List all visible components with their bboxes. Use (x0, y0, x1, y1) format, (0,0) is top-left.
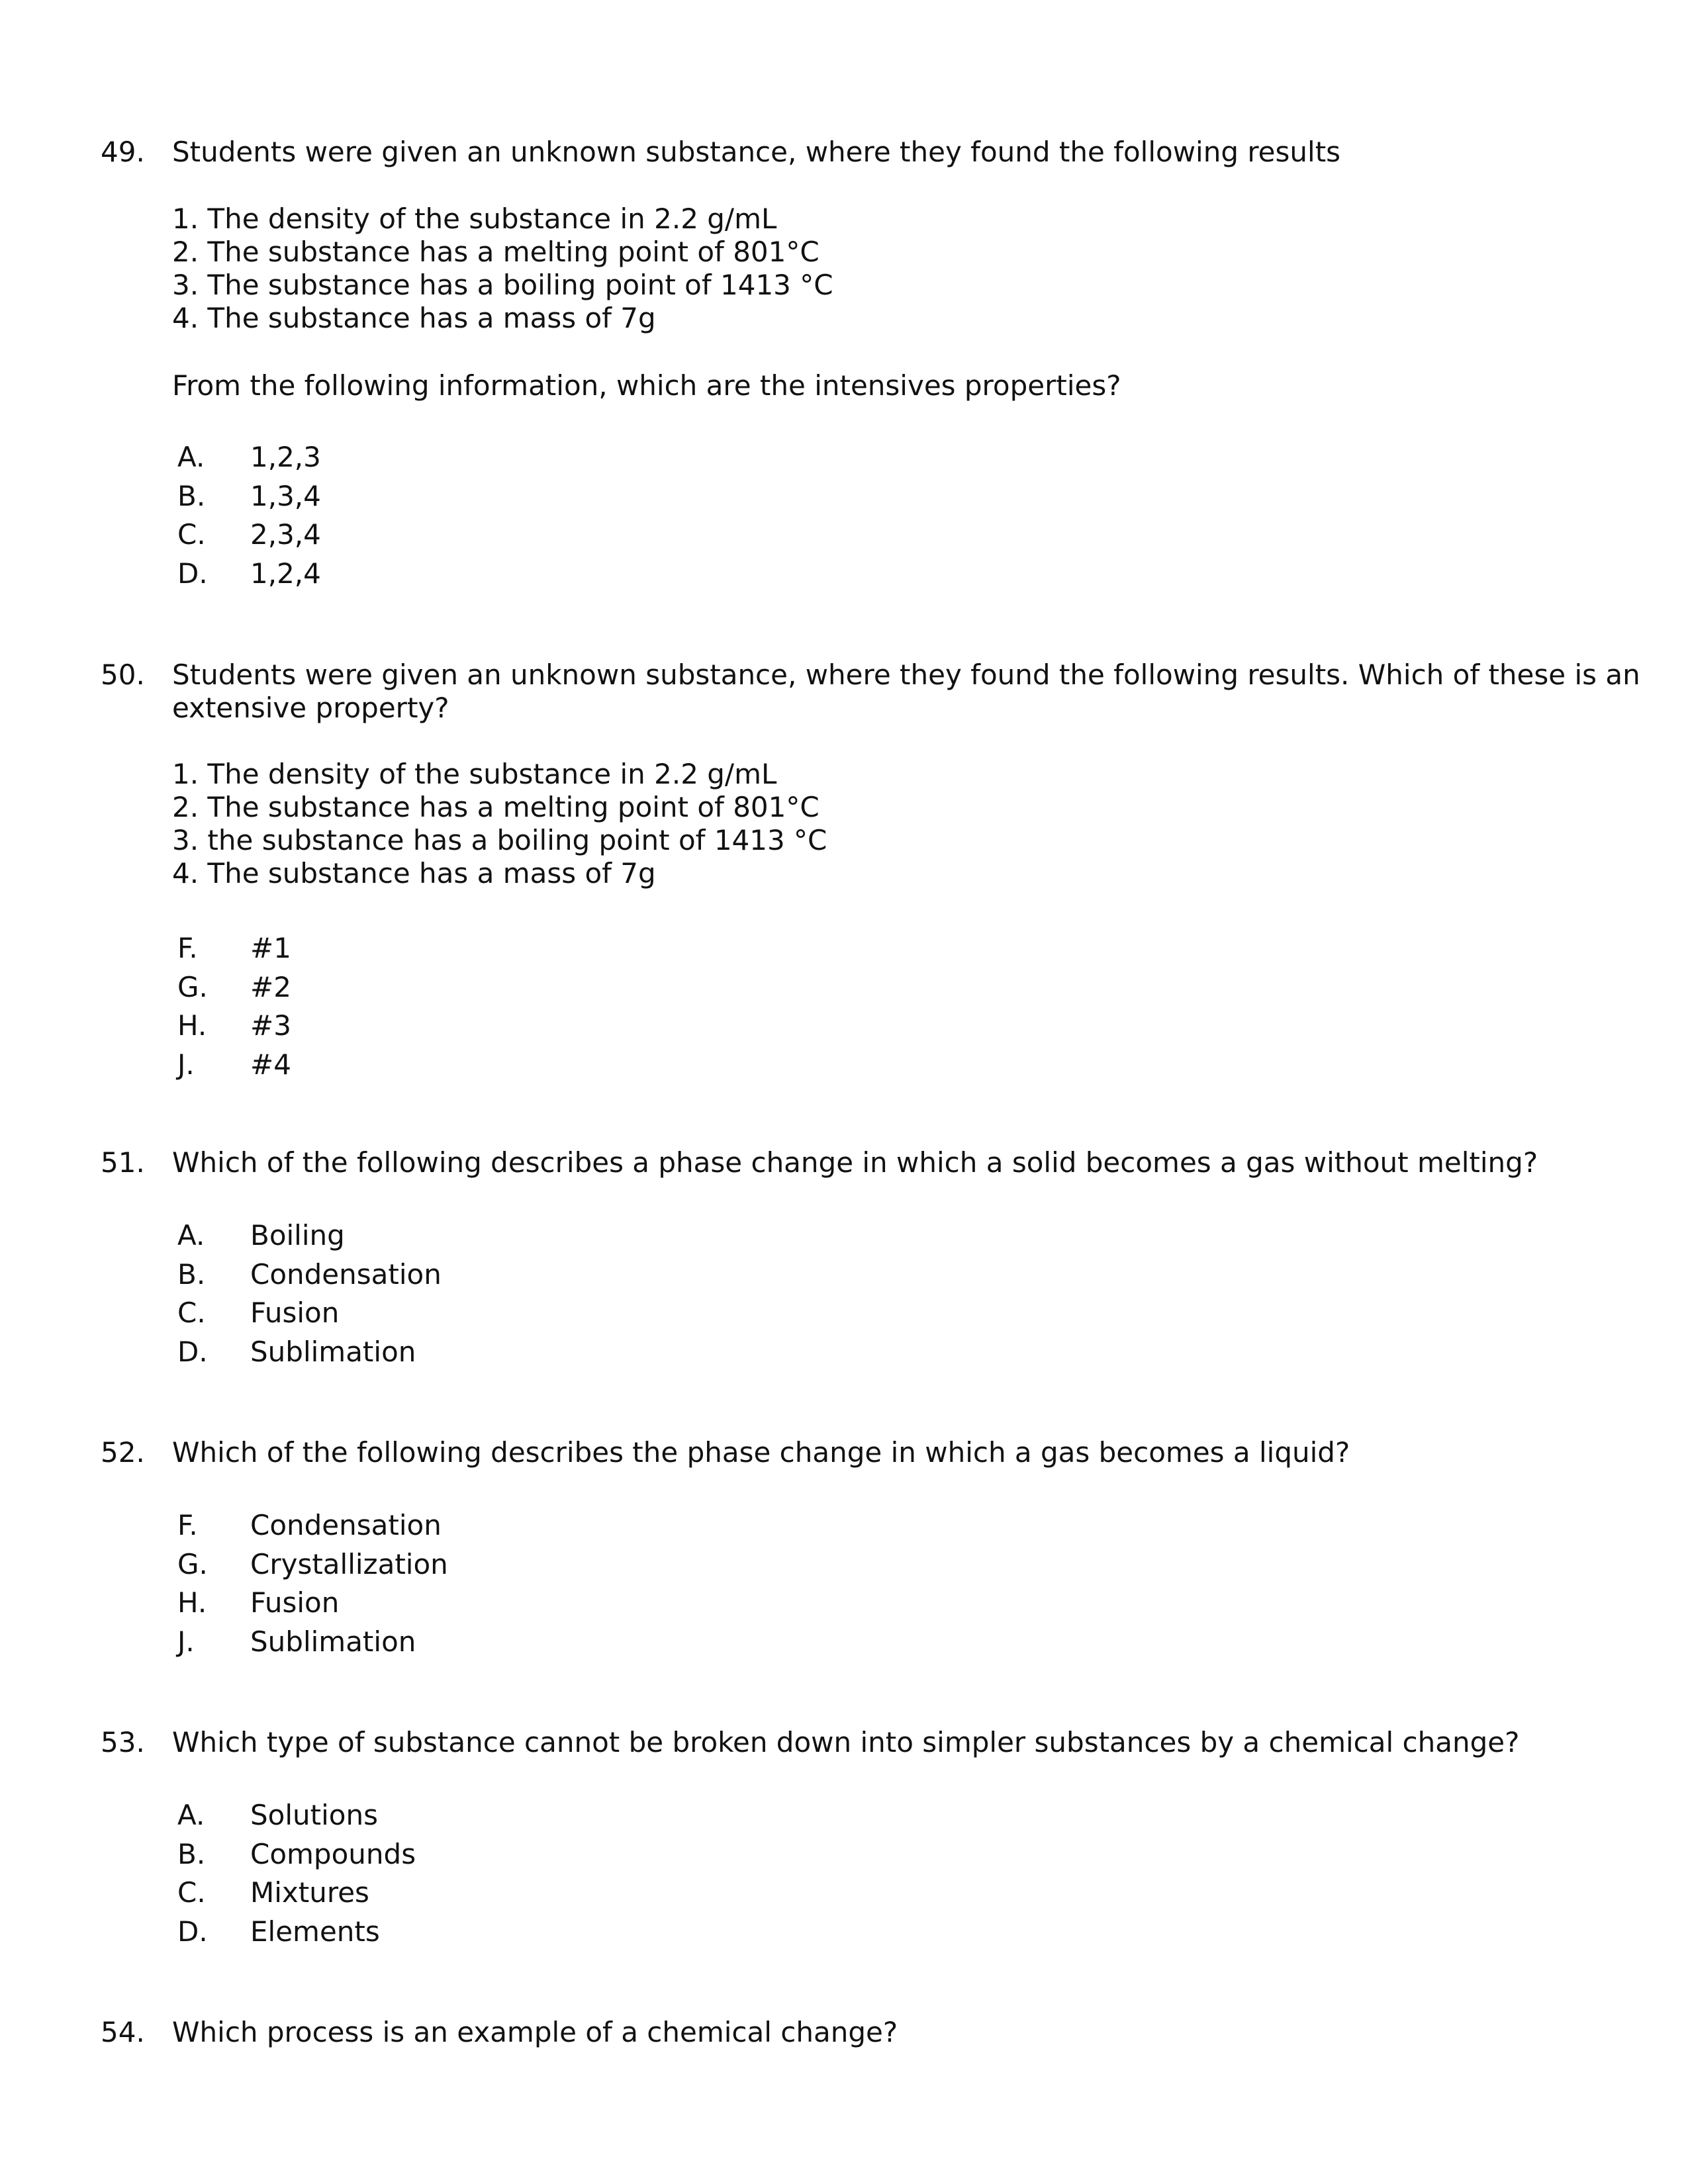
question-49-choices (177, 441, 1104, 596)
answer-choice[interactable] (177, 518, 1104, 557)
choice-letter: B. (177, 1837, 206, 1870)
fact-item: 3. The substance has a boiling point of 1413 °C (172, 269, 833, 301)
choice-text: Elements (250, 1915, 380, 1948)
question-number: 54. (101, 2016, 145, 2048)
fact-item: 2. The substance has a melting point of 801°C (172, 236, 820, 268)
question-number: 52. (101, 1436, 145, 1469)
choice-text: #1 (250, 932, 291, 964)
choice-letter: B. (177, 1257, 206, 1291)
choice-letter: C. (177, 1297, 206, 1330)
choice-letter: A. (177, 1219, 205, 1251)
question-text: Students were given an unknown substance, where they found the following results (172, 136, 1341, 168)
choice-text: Condensation (250, 1509, 442, 1541)
fact-item: 3. the substance has a boiling point of 1413 °C (172, 824, 827, 856)
choice-text: Boiling (250, 1219, 345, 1251)
question-number: 53. (101, 1726, 145, 1758)
fact-item: 4. The substance has a mass of 7g (172, 302, 656, 334)
choice-letter: H. (177, 1586, 207, 1619)
question-49-follow-up: From the following information, which are the intensives properties? (172, 369, 1121, 402)
answer-choice[interactable] (177, 971, 1104, 1010)
question-number: 51. (101, 1146, 145, 1179)
answer-choice[interactable] (177, 1876, 1104, 1915)
choice-text: 1,2,3 (250, 441, 321, 473)
choice-text: #3 (250, 1009, 291, 1042)
choice-text: Solutions (250, 1799, 378, 1831)
answer-choice[interactable] (177, 1509, 1104, 1548)
choice-text: Compounds (250, 1837, 416, 1870)
choice-text: Condensation (250, 1257, 442, 1291)
choice-letter: G. (177, 970, 208, 1003)
fact-item: 2. The substance has a melting point of 801°C (172, 791, 820, 823)
answer-choice[interactable] (177, 1586, 1104, 1625)
question-text: Which process is an example of a chemical change? (172, 2016, 898, 2048)
question-text: Students were given an unknown substance, where they found the following results. Which of these is an extensive property? (172, 659, 1640, 724)
choice-text: Crystallization (250, 1547, 448, 1580)
answer-choice[interactable] (177, 480, 1104, 519)
answer-choice[interactable] (177, 1625, 1104, 1664)
question-number: 50. (101, 659, 145, 691)
answer-choice[interactable] (177, 1219, 1104, 1258)
choice-text: Sublimation (250, 1336, 416, 1369)
choice-letter: B. (177, 479, 206, 512)
choice-letter: C. (177, 518, 206, 551)
answer-choice[interactable] (177, 1799, 1104, 1838)
choice-letter: D. (177, 1915, 208, 1948)
choice-letter: D. (177, 1336, 208, 1369)
question-text: Which type of substance cannot be broken down into simpler substances by a chemical change? (172, 1726, 1520, 1758)
answer-choice[interactable] (177, 557, 1104, 596)
choice-letter: J. (177, 1048, 195, 1081)
question-text: Which of the following describes a phase change in which a solid becomes a gas without melting? (172, 1146, 1538, 1179)
answer-choice[interactable] (177, 1258, 1104, 1297)
choice-text: 2,3,4 (250, 518, 321, 551)
fact-item: 4. The substance has a mass of 7g (172, 857, 656, 889)
question-50-facts (172, 758, 1364, 890)
question-51-choices (177, 1219, 1104, 1375)
choice-text: #4 (250, 1048, 291, 1081)
answer-choice[interactable] (177, 1297, 1104, 1336)
choice-letter: J. (177, 1625, 195, 1659)
choice-letter: F. (177, 932, 198, 964)
choice-letter: C. (177, 1876, 206, 1909)
choice-text: 1,3,4 (250, 479, 321, 512)
choice-letter: G. (177, 1547, 208, 1580)
question-50-choices (177, 932, 1104, 1087)
choice-text: 1,2,4 (250, 557, 321, 590)
choice-letter: F. (177, 1509, 198, 1541)
answer-choice[interactable] (177, 932, 1104, 971)
question-49-facts (172, 203, 1364, 335)
choice-letter: A. (177, 441, 205, 473)
answer-choice[interactable] (177, 1838, 1104, 1877)
choice-text: Fusion (250, 1297, 340, 1330)
question-number: 49. (101, 136, 145, 168)
answer-choice[interactable] (177, 1915, 1104, 1954)
question-text: Which of the following describes the phase change in which a gas becomes a liquid? (172, 1436, 1350, 1469)
answer-choice[interactable] (177, 1548, 1104, 1587)
choice-text: Mixtures (250, 1876, 369, 1909)
fact-item: 1. The density of the substance in 2.2 g/mL (172, 203, 777, 235)
choice-letter: A. (177, 1799, 205, 1831)
answer-choice[interactable] (177, 1336, 1104, 1375)
answer-choice[interactable] (177, 1009, 1104, 1048)
question-52-choices (177, 1509, 1104, 1664)
answer-choice[interactable] (177, 441, 1104, 480)
choice-text: #2 (250, 970, 291, 1003)
choice-text: Sublimation (250, 1625, 416, 1659)
answer-choice[interactable] (177, 1048, 1104, 1087)
fact-item: 1. The density of the substance in 2.2 g/mL (172, 758, 777, 790)
question-53-choices (177, 1799, 1104, 1954)
choice-letter: D. (177, 557, 208, 590)
choice-letter: H. (177, 1009, 207, 1042)
choice-text: Fusion (250, 1586, 340, 1619)
